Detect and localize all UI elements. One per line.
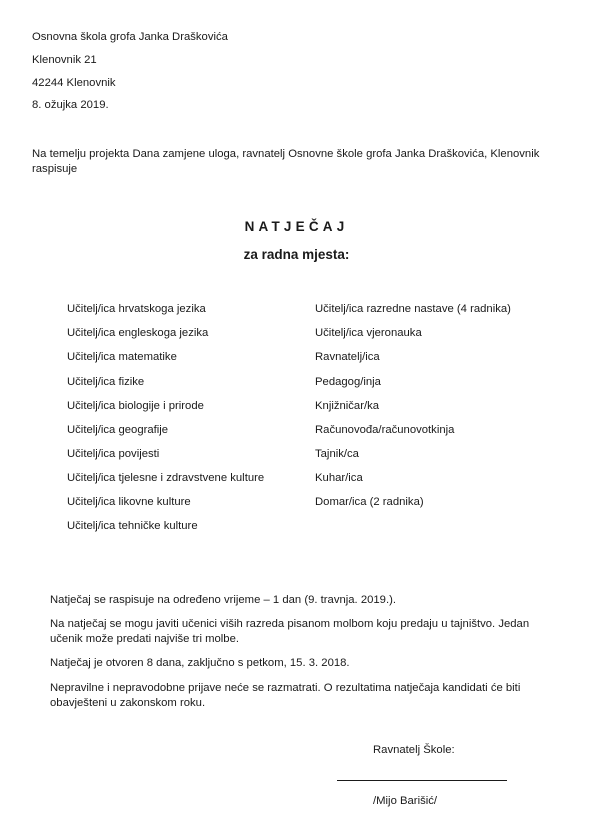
position-right-5: Knjižničar/ka [315, 400, 380, 412]
position-right-9: Domar/ica (2 radnika) [315, 496, 424, 508]
document-date: 8. ožujka 2019. [32, 99, 109, 111]
signature-line [337, 780, 507, 781]
position-right-3: Ravnatelj/ica [315, 351, 380, 363]
signature-title: Ravnatelj Škole: [373, 744, 455, 756]
paragraph-eligibility: Na natječaj se mogu javiti učenici viših razreda pisanom molbom koju predaju u tajništvo. Jedan učenik može predati najviše tri molbe. [50, 618, 530, 645]
document-title: NATJEČAJ [244, 219, 349, 234]
position-left-1: Učitelj/ica hrvatskoga jezika [67, 303, 206, 315]
position-left-9: Učitelj/ica likovne kulture [67, 496, 191, 508]
school-address: Klenovnik 21 [32, 54, 97, 66]
position-right-1: Učitelj/ica razredne nastave (4 radnika) [315, 303, 511, 315]
position-left-10: Učitelj/ica tehničke kulture [67, 520, 198, 532]
position-left-5: Učitelj/ica biologije i prirode [67, 400, 204, 412]
intro-paragraph: Na temelju projekta Dana zamjene uloga, ravnatelj Osnovne škole grofa Janka Draškovića, Klenovnik raspisuje [32, 148, 540, 175]
position-right-4: Pedagog/inja [315, 376, 381, 388]
paragraph-deadline: Natječaj je otvoren 8 dana, zaključno s petkom, 15. 3. 2018. [50, 657, 350, 669]
position-left-7: Učitelj/ica povijesti [67, 448, 160, 460]
position-right-6: Računovođa/računovotkinja [315, 424, 455, 436]
position-left-4: Učitelj/ica fizike [67, 376, 145, 388]
position-right-2: Učitelj/ica vjeronauka [315, 327, 422, 339]
paragraph-duration: Natječaj se raspisuje na određeno vrijeme – 1 dan (9. travnja. 2019.). [50, 594, 397, 606]
position-left-8: Učitelj/ica tjelesne i zdravstvene kulture [67, 472, 265, 484]
position-right-8: Kuhar/ica [315, 472, 363, 484]
position-right-7: Tajnik/ca [315, 448, 359, 460]
document-subtitle: za radna mjesta: [243, 247, 350, 262]
position-left-2: Učitelj/ica engleskoga jezika [67, 327, 209, 339]
position-left-3: Učitelj/ica matematike [67, 351, 177, 363]
school-postal: 42244 Klenovnik [32, 77, 116, 89]
position-left-6: Učitelj/ica geografije [67, 424, 169, 436]
signature-name: /Mijo Barišić/ [373, 795, 438, 807]
school-name: Osnovna škola grofa Janka Draškovića [32, 31, 228, 43]
paragraph-notice: Nepravilne i nepravodobne prijave neće se razmatrati. O rezultatima natječaja kandidati će biti obavješteni u zakonskom roku. [50, 682, 521, 709]
